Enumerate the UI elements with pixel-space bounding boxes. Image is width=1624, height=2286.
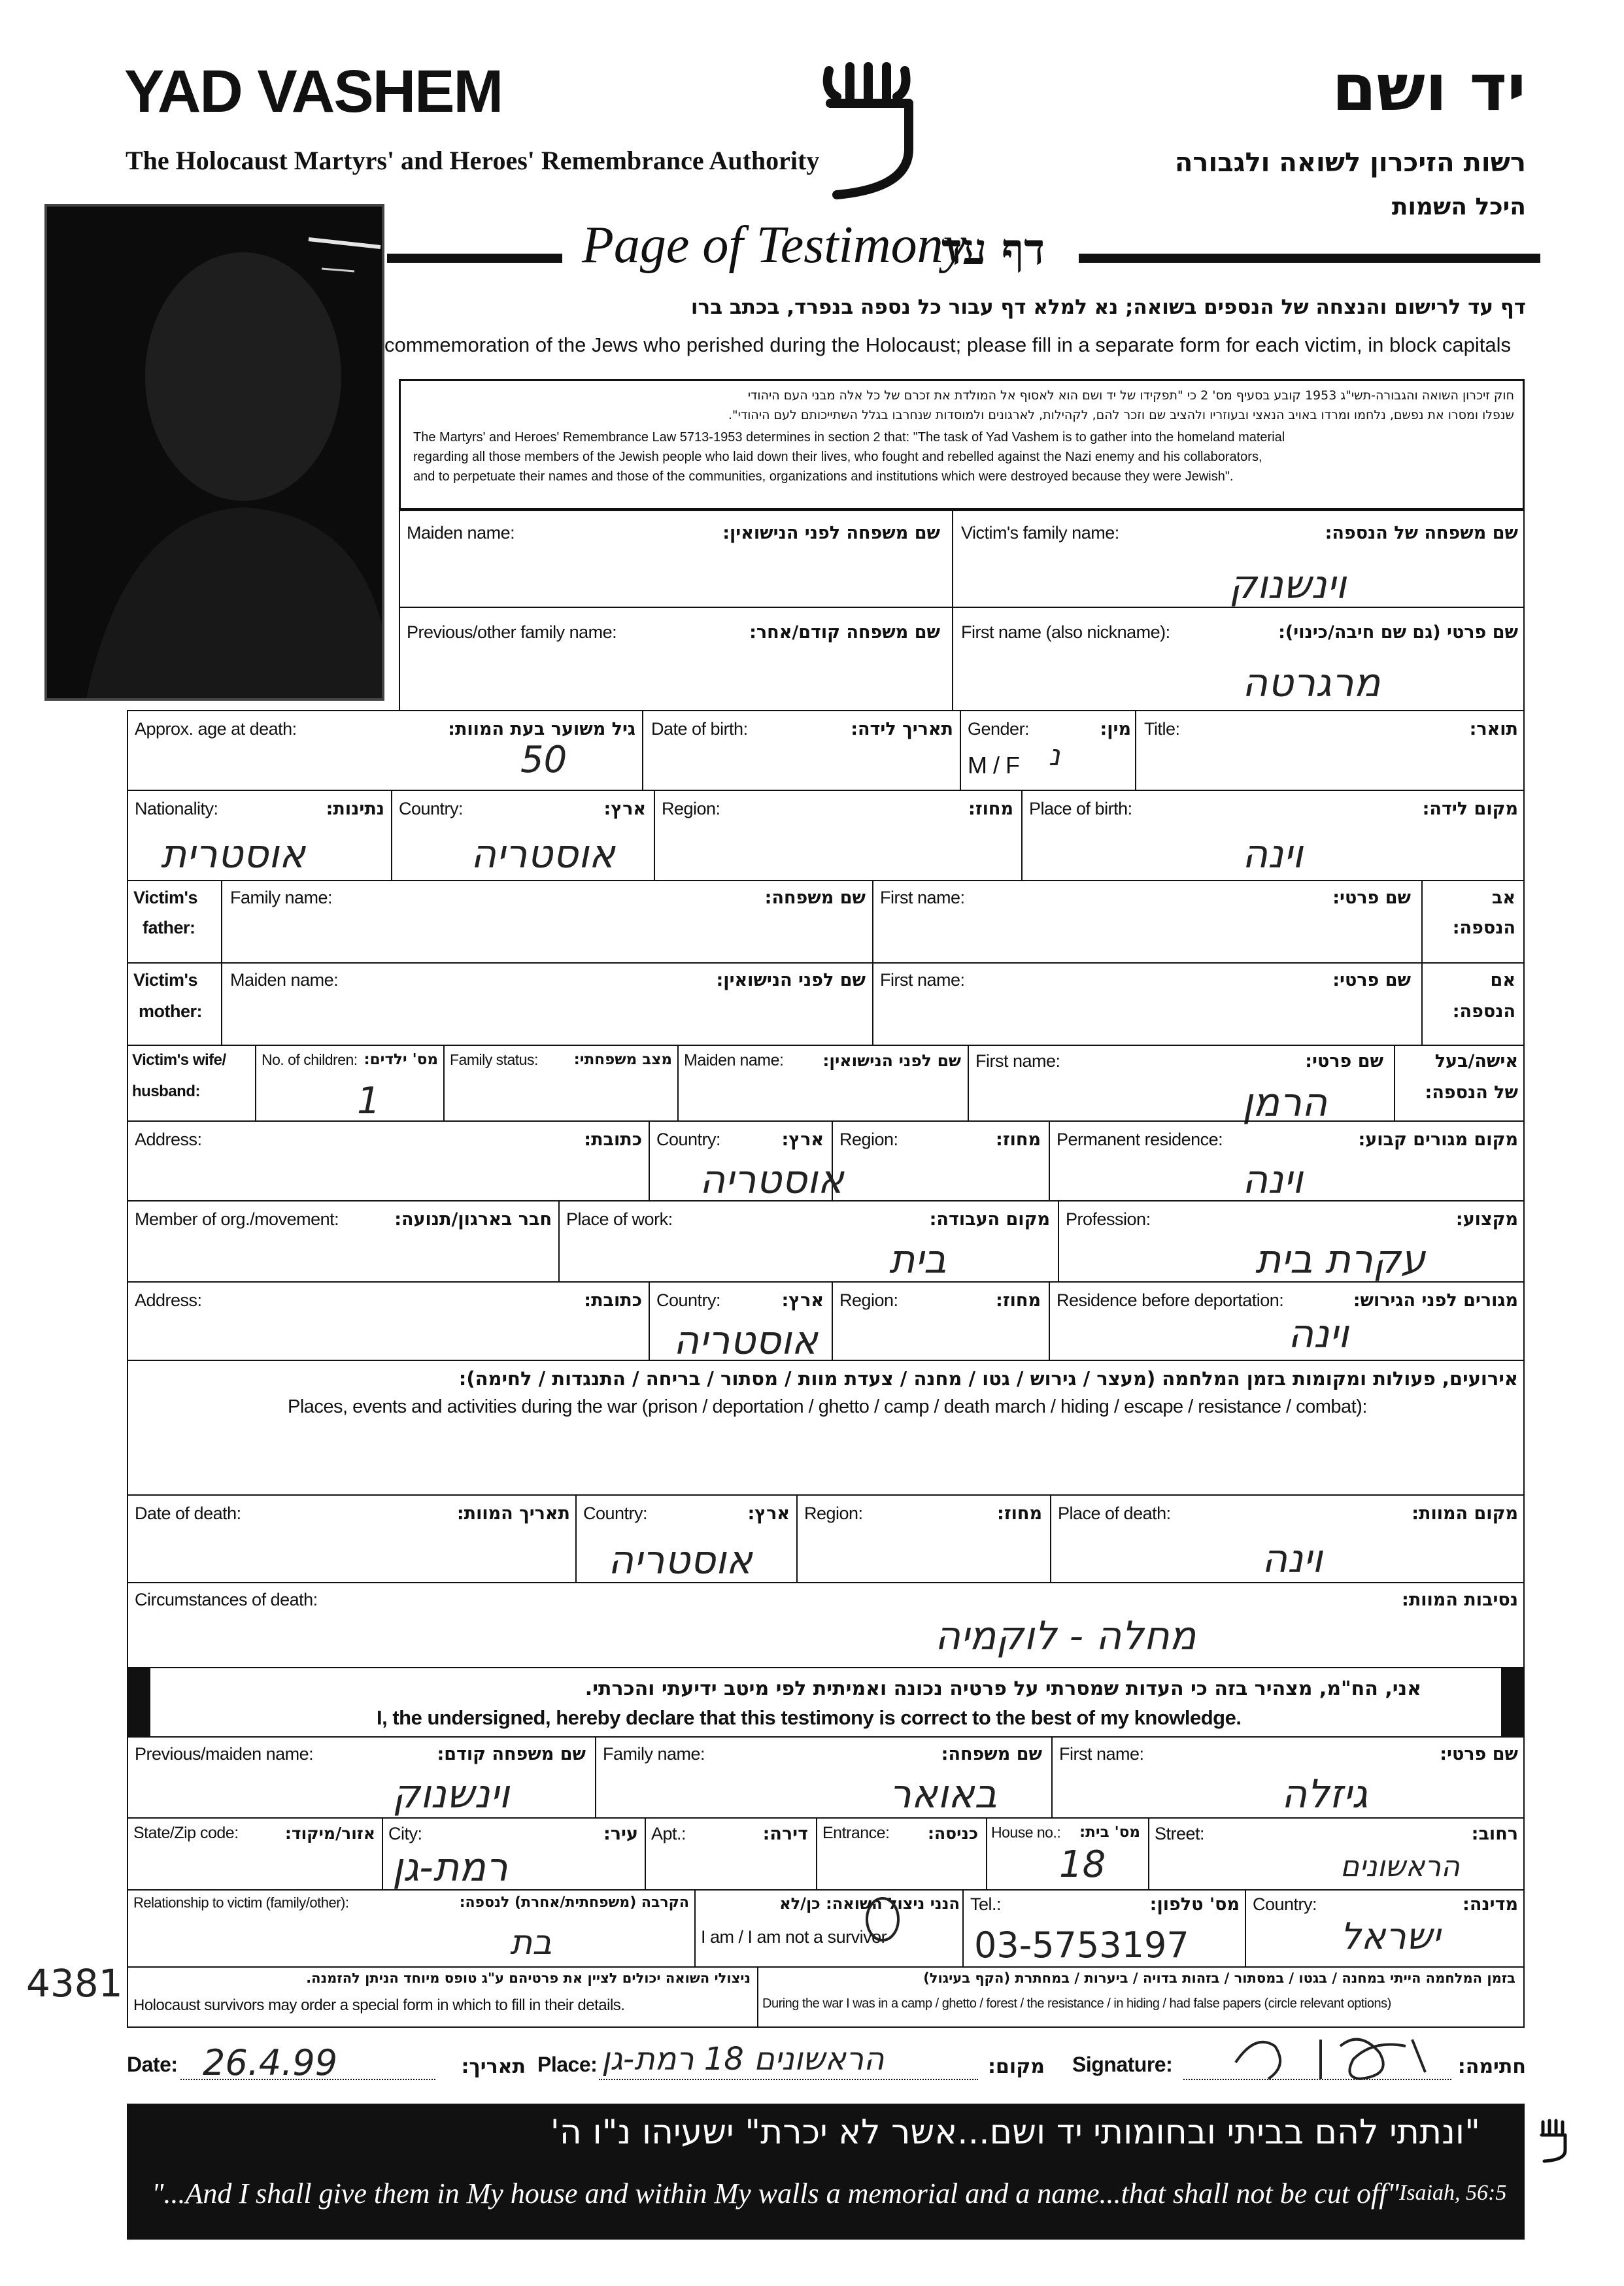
sub-family-name-value: באואר <box>889 1772 998 1817</box>
date-value: 26.4.99 <box>203 2042 338 2083</box>
sub-tel-label-en: Tel.: <box>970 1894 1002 1914</box>
sub-zip-label-he: אזור/מיקוד: <box>284 1824 375 1843</box>
date-label-en: Date: <box>127 2053 178 2076</box>
yad-vashem-logo <box>811 58 922 208</box>
death-country-value: אוסטריה <box>608 1538 753 1583</box>
declaration-he: אני, הח"מ, מצהיר בזה כי העדות שמסרתי על פרטיה נכונה ואמיתית לפי מיטב ידיעתי והכרתי. <box>584 1677 1421 1700</box>
small-logo-icon <box>1538 2118 1570 2164</box>
signature-label-he: חתימה: <box>1457 2055 1526 2078</box>
margin-number: 4381 <box>26 1961 123 2006</box>
gender-options: M / F <box>968 752 1020 779</box>
spouse-maiden-label-he: שם לפני הנישואין: <box>822 1051 961 1070</box>
mother-label-en-1: Victim's <box>133 970 197 990</box>
title-label-he: תואר: <box>1469 719 1518 739</box>
pob-label-he: מקום לידה: <box>1422 799 1518 819</box>
date-label-he: תאריך: <box>461 2055 526 2078</box>
prev-name-label-he: שם משפחה קודם/אחר: <box>749 622 940 643</box>
address-field[interactable] <box>127 1120 650 1202</box>
sub-apt-label-en: Apt.: <box>651 1824 686 1843</box>
sub-rel-label-en: Relationship to victim (family/other): <box>133 1894 349 1911</box>
work-label-he: מקום העבודה: <box>929 1209 1050 1230</box>
circ-label-en: Circumstances of death: <box>135 1590 318 1609</box>
war-events-label-he: אירועים, פעולות ומקומות בזמן המלחמה (מעצר / גירוש / גטו / מחנה / צעדת מוות / מסתור / בריחה / התנגדות / לחימה): <box>458 1368 1518 1390</box>
father-label-en-1: Victim's <box>133 888 197 907</box>
signature-scribble <box>1229 2026 1445 2085</box>
gender-value: נ <box>1049 739 1060 772</box>
sub-house-label-he: מס' בית: <box>1079 1824 1140 1841</box>
law-text-en-3: and to perpetuate their names and those of the communities, organizations and institutions which were destroyed because they were Jewish". <box>413 469 1234 484</box>
law-text-en-1: The Martyrs' and Heroes' Remembrance Law 5713-1953 determines in section 2 that: "The task of Yad Vashem is to gather into the homeland material <box>413 430 1285 445</box>
addr-region-label-en: Region: <box>839 1130 898 1149</box>
member-label-he: חבר בארגון/תנועה: <box>394 1209 552 1230</box>
org-name-he: יד ושם <box>1332 51 1526 126</box>
father-famname-label-en: Family name: <box>230 888 333 907</box>
nationality-label-en: Nationality: <box>135 799 218 818</box>
title-label-en: Title: <box>1144 719 1180 739</box>
addr-country-label-en: Country: <box>656 1130 721 1149</box>
photo-silhouette <box>47 207 382 698</box>
signature-label-en: Signature: <box>1072 2053 1173 2076</box>
resdep-label-he: מגורים לפני הגירוש: <box>1353 1290 1518 1311</box>
sub-ent-label-he: כניסה: <box>927 1824 978 1843</box>
victim-family-name-value: וינשנוק <box>1229 562 1347 608</box>
dep-country-label-en: Country: <box>656 1290 721 1310</box>
dob-label-he: תאריך לידה: <box>851 719 953 739</box>
circumstances-value: מחלה - לוקמיה <box>935 1613 1196 1659</box>
father-label-he-2: הנספה: <box>1452 918 1515 938</box>
note-en-1: Holocaust survivors may order a special form in which to fill in their details. <box>133 1996 625 2014</box>
country-label-he: ארץ: <box>603 799 646 819</box>
family-name-label-en: Victim's family name: <box>961 523 1119 543</box>
status-label-he: מצב משפחתי: <box>573 1051 672 1068</box>
intro-text-en: commemoration of the Jews who perished during the Holocaust; please fill in a separate form for each victim, in block capitals <box>384 333 1512 356</box>
note-he-2: בזמן המלחמה הייתי במחנה / בגטו / במסתור / בזהות בדויה / ביערות / במחתרת (הקף בעיגול) <box>923 1970 1515 1986</box>
mother-mname-label-he: שם לפני הנישואין: <box>716 970 866 990</box>
pod-label-en: Place of death: <box>1058 1504 1171 1523</box>
sub-country-label-he: מדינה: <box>1463 1894 1518 1915</box>
sub-first-label-he: שם פרטי: <box>1440 1744 1518 1764</box>
law-text-he-1: חוק זיכרון השואה והגבורה-תשי"ג 1953 קובע בסעיף מס' 2 כי "תפקידו של יד ושם הוא לאסוף אל המולדת את זכרם של כל אלה מבני העם היהודי <box>747 388 1514 403</box>
addr-country-value: אוסטריה <box>700 1157 844 1203</box>
father-fname-label-he: שם פרטי: <box>1332 888 1411 908</box>
sub-house-value: 18 <box>1059 1843 1106 1886</box>
circumstances-field[interactable] <box>127 1582 1525 1668</box>
sub-street-value: הראשונים <box>1340 1850 1460 1883</box>
nationality-value: אוסטרית <box>161 832 306 877</box>
sub-ent-label-en: Entrance: <box>822 1824 890 1842</box>
sub-country-value: ישראל <box>1340 1915 1441 1958</box>
country-value: אוסטריה <box>471 832 615 877</box>
dep-region-label-he: מחוז: <box>996 1290 1041 1311</box>
sub-street-field[interactable] <box>1148 1817 1525 1891</box>
sub-tel-label-he: מס' טלפון: <box>1149 1894 1240 1915</box>
place-line[interactable] <box>599 2079 978 2080</box>
maiden-name-label-he: שם משפחה לפני הנישואין: <box>722 523 940 543</box>
age-value: 50 <box>520 739 567 781</box>
addr-region-label-he: מחוז: <box>996 1130 1041 1150</box>
sub-first-name-value: גיזלה <box>1281 1772 1368 1817</box>
death-country-label-he: ארץ: <box>747 1504 790 1524</box>
title-field[interactable] <box>1135 710 1525 791</box>
sub-prev-label-he: שם משפחה קודם: <box>437 1744 586 1764</box>
place-of-work-value: בית <box>889 1237 947 1283</box>
pob-label-en: Place of birth: <box>1029 799 1132 818</box>
sub-fam-label-he: שם משפחה: <box>941 1744 1042 1764</box>
dep-region-label-en: Region: <box>839 1290 898 1310</box>
place-of-birth-value: וינה <box>1242 832 1303 877</box>
survivor-circle-mark <box>863 1896 902 1943</box>
page-title-en: Page of Testimony <box>582 216 967 274</box>
spouse-first-label-en: First name: <box>975 1051 1060 1071</box>
sub-street-label-he: רחוב: <box>1471 1824 1518 1844</box>
family-name-label-he: שם משפחה של הנספה: <box>1325 523 1518 543</box>
page-title-he: דף עד <box>941 224 1045 275</box>
place-of-death-value: וינה <box>1262 1536 1323 1582</box>
member-label-en: Member of org./movement: <box>135 1209 339 1229</box>
victim-photo <box>44 204 384 701</box>
first-name-label-he: שם פרטי (גם שם חיבה/כינוי): <box>1278 622 1518 643</box>
addr-country-label-he: ארץ: <box>781 1130 824 1150</box>
sub-tel-value: 03-5753197 <box>974 1925 1189 1966</box>
maiden-name-label-en: Maiden name: <box>407 523 515 543</box>
mother-label-en-2: mother: <box>139 1001 202 1021</box>
region-label-he: מחוז: <box>968 799 1013 819</box>
sub-relationship-value: בת <box>510 1923 552 1962</box>
work-label-en: Place of work: <box>566 1209 673 1229</box>
sub-first-label-en: First name: <box>1059 1744 1144 1764</box>
profession-label-he: מקצוע: <box>1455 1209 1518 1230</box>
perm-res-label-en: Permanent residence: <box>1057 1130 1223 1149</box>
place-value: הראשונים 18 רמת-גן <box>601 2041 885 2077</box>
dob-label-en: Date of birth: <box>651 719 748 739</box>
law-text-en-2: regarding all those members of the Jewish people who laid down their lives, who fought and rebelled against the Nazi enemy and his collaborators, <box>413 450 1262 464</box>
place-label-he: מקום: <box>988 2055 1045 2078</box>
note-he-1: ניצולי השואה יכולים לציין את פרטיהם ע"ג טופס מיוחד הניתן להזמנה. <box>306 1970 751 1986</box>
mother-label-he-1: אם <box>1490 970 1515 990</box>
footer-quote-en: "...And I shall give them in My house and within My walls a memorial and a name...that shall not be cut off" <box>152 2177 1399 2210</box>
sub-apt-label-he: דירה: <box>762 1824 808 1844</box>
mother-label-he-2: הנספה: <box>1452 1001 1515 1022</box>
footer-quote-ref: Isaiah, 56:5 <box>1399 2181 1507 2205</box>
sub-prev-name-value: וינשנוק <box>392 1772 510 1817</box>
note-en-2: During the war I was in a camp / ghetto / forest / the resistance / in hiding / had false papers (circle relevant options) <box>762 1996 1391 2011</box>
death-country-label-en: Country: <box>583 1504 648 1523</box>
survivor-label-en: I am / I am not a survivor <box>701 1927 887 1947</box>
law-text-he-2: שנפלו ומסרו את נפשם, נלחמו ומרדו באויב הנאצי ובעוזריו ולהציב שם וזכר להם, לקהילות, לארגונים ולמוסדות שנחרבו בגלל השתייכותם לעם היהודי". <box>728 408 1514 422</box>
spouse-label-he-2: של הנספה: <box>1425 1083 1518 1103</box>
death-region-label-en: Region: <box>804 1504 863 1523</box>
sub-house-label-en: House no.: <box>991 1824 1061 1841</box>
sub-street-label-en: Street: <box>1155 1824 1205 1843</box>
children-label-he: מס' ילדים: <box>364 1051 438 1068</box>
spouse-maiden-label-en: Maiden name: <box>684 1051 784 1069</box>
footer-quote-he: "ונתתי להם בביתי ובחומותי יד ושם...אשר לא יכרת" ישעיהו נ"ו ה' <box>550 2113 1480 2152</box>
country-label-en: Country: <box>399 799 464 818</box>
mother-mname-label-en: Maiden name: <box>230 970 339 990</box>
age-label-he: גיל משוער בעת המוות: <box>448 719 635 739</box>
spouse-first-name-value: הרמן <box>1242 1080 1328 1126</box>
children-value: 1 <box>357 1080 381 1122</box>
hall-of-names-he: היכל השמות <box>1391 193 1526 220</box>
circ-label-he: נסיבות המוות: <box>1402 1590 1518 1610</box>
dep-address-label-en: Address: <box>135 1290 202 1310</box>
sub-city-value: רמת-גן <box>392 1845 508 1891</box>
dep-residence-value: וינה <box>1288 1311 1349 1357</box>
father-label-en-2: father: <box>143 918 195 937</box>
first-name-value: מרגרטה <box>1242 660 1381 706</box>
sub-city-label-he: עיר: <box>603 1824 638 1844</box>
sub-city-label-en: City: <box>388 1824 422 1843</box>
pod-label-he: מקום המוות: <box>1412 1504 1518 1524</box>
place-label-en: Place: <box>537 2053 598 2076</box>
spouse-label-en-2: husband: <box>132 1083 200 1100</box>
first-name-label-en: First name (also nickname): <box>961 622 1170 642</box>
spouse-label-he-1: אישה/בעל <box>1434 1051 1518 1071</box>
father-fname-label-en: First name: <box>880 888 965 907</box>
death-region-label-he: מחוז: <box>997 1504 1042 1524</box>
spouse-label-en-1: Victim's wife/ <box>132 1051 226 1069</box>
declaration-en: I, the undersigned, hereby declare that this testimony is correct to the best of my knowledge. <box>377 1706 1242 1729</box>
dod-label-en: Date of death: <box>135 1504 241 1523</box>
dep-address-field[interactable] <box>127 1281 650 1361</box>
dep-address-label-he: כתובת: <box>584 1290 642 1311</box>
org-subtitle-en: The Holocaust Martyrs' and Heroes' Remembrance Authority <box>126 146 820 175</box>
spouse-first-label-he: שם פרטי: <box>1305 1051 1383 1071</box>
sub-prev-label-en: Previous/maiden name: <box>135 1744 314 1764</box>
address-label-he: כתובת: <box>584 1130 642 1150</box>
mother-fname-label-he: שם פרטי: <box>1332 970 1411 990</box>
dod-label-he: תאריך המוות: <box>456 1504 570 1524</box>
sub-country-label-en: Country: <box>1253 1894 1317 1914</box>
dep-country-value: אוסטריה <box>673 1318 818 1364</box>
gender-label-he: מין: <box>1100 719 1131 739</box>
age-label-en: Approx. age at death: <box>135 719 297 739</box>
profession-value: עקרת בית <box>1255 1237 1426 1283</box>
intro-text-he: דף עד לרישום והנצחה של הנספים בשואה; נא למלא דף עבור כל נספה בנפרד, בכתב ברו <box>690 295 1526 319</box>
region-label-en: Region: <box>662 799 720 818</box>
sub-fam-label-en: Family name: <box>603 1744 705 1764</box>
father-famname-label-he: שם משפחה: <box>764 888 866 908</box>
address-label-en: Address: <box>135 1130 202 1149</box>
war-events-label-en: Places, events and activities during the war (prison / deportation / ghetto / camp / death march / hiding / escape / resistance / combat): <box>288 1396 1367 1417</box>
org-subtitle-he: רשות הזיכרון לשואה ולגבורה <box>1174 148 1526 178</box>
father-label-he-1: אב <box>1491 888 1515 908</box>
org-name-en: YAD VASHEM <box>124 58 503 125</box>
dep-country-label-he: ארץ: <box>781 1290 824 1311</box>
status-label-en: Family status: <box>450 1051 538 1068</box>
children-label-en: No. of children: <box>262 1051 358 1068</box>
nationality-label-he: נתינות: <box>326 799 384 819</box>
title-bar-left <box>387 254 562 263</box>
resdep-label-en: Residence before deportation: <box>1057 1290 1284 1310</box>
prev-name-label-en: Previous/other family name: <box>407 622 617 642</box>
permanent-residence-value: וינה <box>1242 1157 1303 1203</box>
perm-res-label-he: מקום מגורים קבוע: <box>1358 1130 1518 1150</box>
profession-label-en: Profession: <box>1066 1209 1151 1229</box>
mother-fname-label-en: First name: <box>880 970 965 990</box>
sub-rel-label-he: הקרבה (משפחתית/אחרת) לנספה: <box>459 1894 689 1911</box>
sub-zip-label-en: State/Zip code: <box>133 1824 239 1842</box>
survivor-label-he: הנני ניצול השואה: כן/לא <box>779 1894 960 1913</box>
title-bar-right <box>1079 254 1540 263</box>
gender-label-en: Gender: <box>968 719 1030 739</box>
